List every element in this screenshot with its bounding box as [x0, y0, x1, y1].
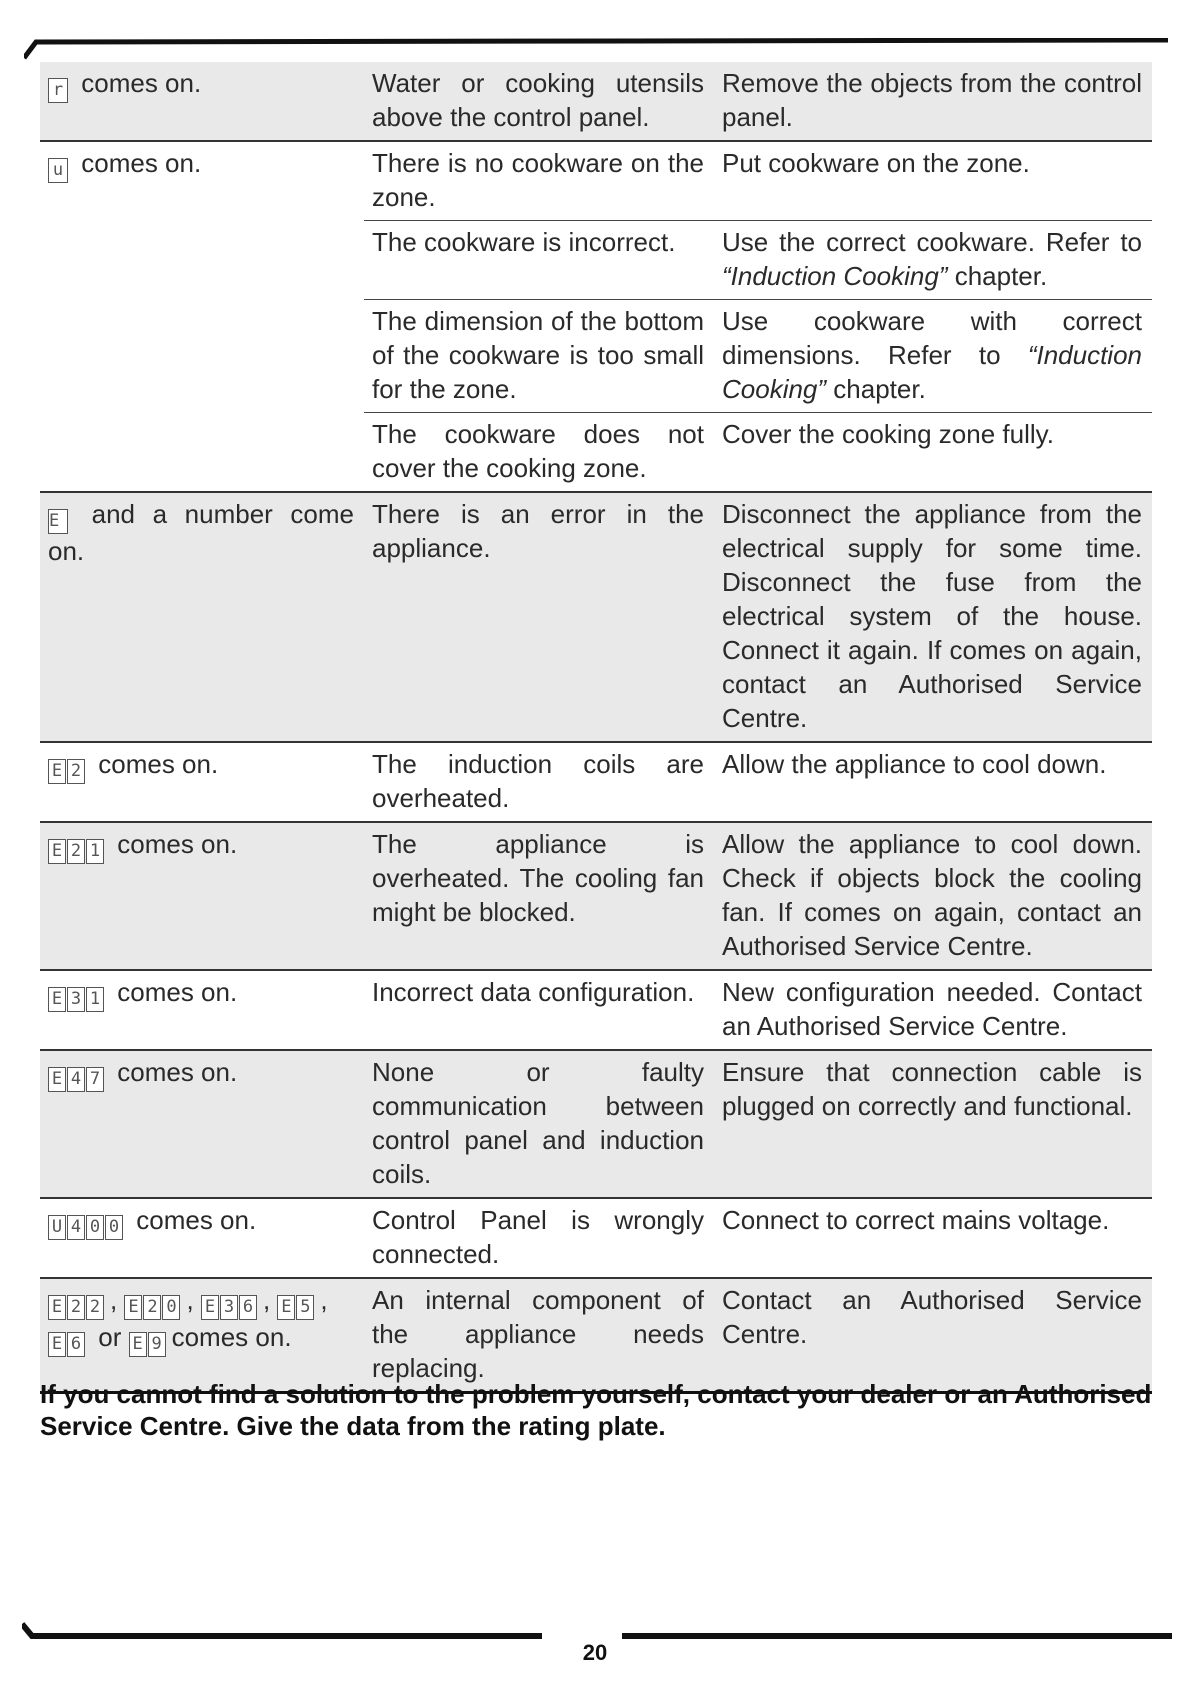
remedy-cell: Disconnect the appliance from the electrical supply for some time. Disconnect the fuse from the electrical system of the house. Connect it again. If comes on again, contact an Authorised Service Centre.: [714, 492, 1152, 742]
problem-cell: The appliance is overheated. The cooling fan might be blocked.: [364, 822, 714, 970]
table-row: [40, 1198, 1152, 1278]
remedy-cell: Use cookware with correct dimensions. Refer to “Induction Cooking” chapter.: [714, 300, 1152, 413]
table-row: [40, 822, 1152, 970]
symbol-cell: E 2 1 comes on.: [40, 822, 364, 970]
symbol-cell: E 4 7 comes on.: [40, 1050, 364, 1198]
problem-cell: Water or cooking utensils above the control panel.: [364, 62, 714, 141]
remedy-cell: Use the correct cookware. Refer to “Induction Cooking” chapter.: [714, 221, 1152, 300]
display-symbol-r: r: [48, 78, 68, 103]
remedy-cell: Allow the appliance to cool down.: [714, 742, 1152, 822]
table-row: [40, 141, 1152, 221]
display-symbol-e5: E 5: [277, 1295, 314, 1320]
display-symbol-e6: E 6: [48, 1332, 85, 1357]
symbol-cell: E 3 1 comes on.: [40, 970, 364, 1050]
table-row: [40, 742, 1152, 822]
table-row: [40, 1278, 1152, 1393]
problem-cell: An internal component of the appliance needs replacing.: [364, 1278, 714, 1393]
symbol-cell: E 2 2 , E 2 0 , E 3 6 , E 5 , E 6 or E 9 comes on.: [40, 1278, 364, 1393]
display-symbol-e20: E 2 0: [124, 1295, 180, 1320]
problem-cell: Control Panel is wrongly connected.: [364, 1198, 714, 1278]
remedy-cell: Connect to correct mains voltage.: [714, 1198, 1152, 1278]
problem-cell: The cookware does not cover the cooking zone.: [364, 413, 714, 493]
symbol-cell: U 4 0 0 comes on.: [40, 1198, 364, 1278]
problem-cell: None or faulty communication between control panel and induction coils.: [364, 1050, 714, 1198]
display-symbol-e9: E 9: [129, 1332, 166, 1357]
remedy-cell: Contact an Authorised Service Centre.: [714, 1278, 1152, 1393]
troubleshooting-table: [40, 62, 1152, 1394]
display-symbol-u400: U 4 0 0: [48, 1215, 123, 1240]
display-symbol-e31: E 3 1: [48, 987, 104, 1012]
top-border-line: [24, 38, 1168, 60]
page-number: 20: [570, 1640, 620, 1666]
remedy-cell: Ensure that connection cable is plugged on correctly and functional.: [714, 1050, 1152, 1198]
display-symbol-u: u: [48, 158, 68, 183]
service-note: If you cannot find a solution to the problem yourself, contact your dealer or an Authorised Service Centre. Give the data from the rating plate.: [40, 1379, 1152, 1441]
problem-cell: Incorrect data configuration.: [364, 970, 714, 1050]
remedy-cell: Remove the objects from the control panel.: [714, 62, 1152, 141]
problem-cell: The induction coils are overheated.: [364, 742, 714, 822]
remedy-cell: Put cookware on the zone.: [714, 141, 1152, 221]
table-row: [40, 62, 1152, 141]
symbol-cell: r comes on.: [40, 62, 364, 141]
problem-cell: The dimension of the bottom of the cookware is too small for the zone.: [364, 300, 714, 413]
display-symbol-e47: E 4 7: [48, 1067, 104, 1092]
display-symbol-e: E: [48, 509, 68, 534]
table-row: [40, 1050, 1152, 1198]
problem-cell: The cookware is incorrect.: [364, 221, 714, 300]
symbol-cell: E and a number come on.: [40, 492, 364, 742]
symbol-cell: E 2 comes on.: [40, 742, 364, 822]
table-row: [40, 970, 1152, 1050]
display-symbol-e2: E 2: [48, 759, 85, 784]
symbol-cell: u comes on.: [40, 141, 364, 492]
table-row: [40, 492, 1152, 742]
problem-cell: There is no cookware on the zone.: [364, 141, 714, 221]
chapter-reference: “Induction Cooking”: [722, 340, 1142, 404]
display-symbol-e22: E 2 2: [48, 1295, 104, 1320]
chapter-reference: “Induction Cooking”: [722, 261, 948, 291]
problem-cell: There is an error in the appliance.: [364, 492, 714, 742]
remedy-cell: New configuration needed. Contact an Authorised Service Centre.: [714, 970, 1152, 1050]
display-symbol-e21: E 2 1: [48, 839, 104, 864]
display-symbol-e36: E 3 6: [201, 1295, 257, 1320]
remedy-cell: Allow the appliance to cool down. Check if objects block the cooling fan. If comes on again, contact an Authorised Service Centre.: [714, 822, 1152, 970]
remedy-cell: Cover the cooking zone fully.: [714, 413, 1152, 493]
